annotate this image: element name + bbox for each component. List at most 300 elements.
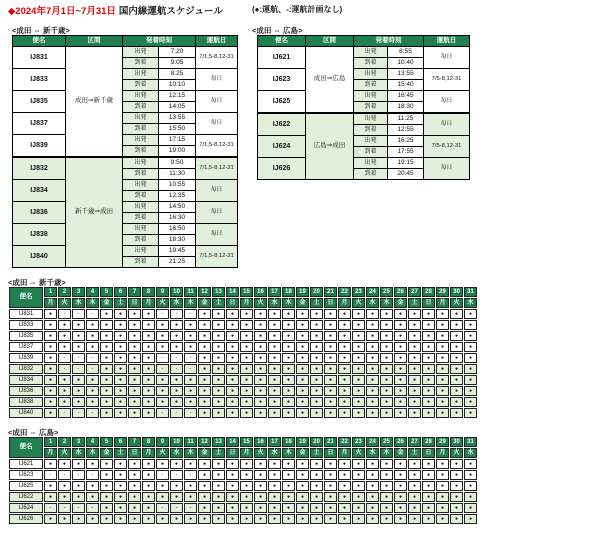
calendar-day-cell: -	[58, 470, 71, 480]
calendar-day-cell: ●	[226, 408, 239, 418]
calendar-day-cell: ●	[240, 408, 253, 418]
day-number-header: 16	[254, 437, 267, 447]
weekday-header: 火	[352, 298, 365, 308]
departure-label-cell: 出発	[354, 47, 388, 58]
calendar-day-cell: ●	[212, 397, 225, 407]
calendar-day-cell: ●	[226, 386, 239, 396]
calendar-day-cell: ●	[100, 331, 113, 341]
departure-time-cell: 13:55	[159, 113, 196, 124]
weekday-header: 日	[226, 298, 239, 308]
day-number-header: 26	[394, 287, 407, 297]
column-header-flight: 便名	[258, 36, 306, 47]
calendar-day-cell: ●	[212, 503, 225, 513]
calendar-day-cell: ●	[338, 408, 351, 418]
calendar-day-cell: ●	[226, 397, 239, 407]
calendar-day-cell: ●	[198, 397, 211, 407]
weekday-header: 木	[380, 298, 393, 308]
calendar-day-cell: ●	[310, 492, 323, 502]
calendar-day-cell: ●	[464, 397, 477, 407]
departure-label-cell: 出発	[123, 135, 159, 146]
departure-time-cell: 7:20	[159, 47, 196, 58]
flight-number-cell: IJ624	[258, 136, 306, 158]
calendar-day-cell: ●	[58, 481, 71, 491]
day-number-header: 3	[72, 437, 85, 447]
flight-number-cell: IJ831	[13, 47, 66, 69]
arrival-label-cell: 到着	[354, 102, 388, 114]
calendar-day-cell: ●	[464, 408, 477, 418]
operation-days-cell: 毎日	[196, 113, 238, 135]
calendar-day-cell: ●	[226, 364, 239, 374]
weekday-header: 土	[310, 298, 323, 308]
calendar-day-cell: ●	[338, 353, 351, 363]
calendar-day-cell: ●	[114, 459, 127, 469]
calendar-day-cell: ●	[408, 408, 421, 418]
calendar-day-cell: ●	[366, 397, 379, 407]
calendar-day-cell: ●	[114, 481, 127, 491]
departure-label-cell: 出発	[354, 158, 388, 169]
operation-days-cell: 毎日	[196, 91, 238, 113]
arrival-label-cell: 到着	[123, 102, 159, 113]
departure-label-cell: 出発	[354, 69, 388, 80]
calendar-day-cell: ●	[436, 320, 449, 330]
calendar-day-cell: ●	[254, 364, 267, 374]
calendar-day-cell: ●	[254, 481, 267, 491]
calendar-day-cell: ●	[86, 320, 99, 330]
departure-time-cell: 10:55	[159, 180, 196, 191]
calendar-day-cell: ●	[268, 397, 281, 407]
arrival-label-cell: 到着	[354, 80, 388, 91]
calendar-day-cell: ●	[464, 481, 477, 491]
weekday-header: 日	[422, 448, 435, 458]
weekday-header: 月	[240, 298, 253, 308]
calendar-day-cell: ●	[408, 320, 421, 330]
calendar-day-cell: ●	[436, 514, 449, 524]
calendar-day-cell: ●	[422, 397, 435, 407]
day-number-header: 23	[352, 437, 365, 447]
calendar-day-cell: ●	[72, 481, 85, 491]
calendar-flight-number-cell: IJ834	[9, 375, 43, 385]
weekday-header: 土	[212, 448, 225, 458]
calendar-day-cell: ●	[44, 481, 57, 491]
calendar-day-cell: ●	[450, 408, 463, 418]
calendar-day-cell: ●	[422, 459, 435, 469]
calendar-day-cell: -	[170, 353, 183, 363]
calendar-day-cell: ●	[352, 481, 365, 491]
calendar-label-narita-chitose: <成田 ⇔ 新千歳>	[8, 278, 66, 287]
day-number-header: 4	[86, 287, 99, 297]
flight-number-cell: IJ840	[13, 246, 66, 268]
calendar-day-cell: ●	[142, 514, 155, 524]
calendar-day-cell: ●	[100, 353, 113, 363]
calendar-day-cell: ●	[296, 309, 309, 319]
calendar-day-cell: ●	[156, 342, 169, 352]
calendar-day-cell: ●	[338, 364, 351, 374]
calendar-day-cell: ●	[464, 386, 477, 396]
calendar-day-cell: -	[156, 364, 169, 374]
calendar-day-cell: ●	[352, 364, 365, 374]
legend-note: (●:運航、-:運航計画なし)	[252, 5, 343, 14]
calendar-day-cell: ●	[422, 375, 435, 385]
arrival-label-cell: 到着	[123, 146, 159, 158]
calendar-day-cell: ●	[408, 470, 421, 480]
calendar-flight-number-cell: IJ836	[9, 386, 43, 396]
flight-number-cell: IJ835	[13, 91, 66, 113]
flight-number-cell: IJ836	[13, 202, 66, 224]
calendar-flight-column-header: 便名	[9, 437, 43, 458]
calendar-day-cell: -	[58, 408, 71, 418]
calendar-day-cell: ●	[170, 492, 183, 502]
operation-days-cell: 7/5-8,12-31	[424, 69, 470, 91]
calendar-day-cell: ●	[380, 375, 393, 385]
weekday-header: 月	[338, 448, 351, 458]
calendar-day-cell: ●	[436, 364, 449, 374]
weekday-header: 月	[44, 448, 57, 458]
calendar-table-narita-chitose	[8, 286, 478, 419]
arrival-time-cell: 12:35	[159, 191, 196, 202]
calendar-day-cell: ●	[310, 386, 323, 396]
calendar-day-cell: ●	[198, 309, 211, 319]
calendar-day-cell: ●	[296, 386, 309, 396]
calendar-day-cell: ●	[408, 514, 421, 524]
weekday-header: 月	[436, 298, 449, 308]
day-number-header: 18	[282, 437, 295, 447]
calendar-day-cell: ●	[184, 386, 197, 396]
weekday-header: 木	[86, 298, 99, 308]
calendar-day-cell: ●	[58, 386, 71, 396]
calendar-day-cell: ●	[436, 353, 449, 363]
calendar-day-cell: ●	[366, 481, 379, 491]
calendar-day-cell: ●	[282, 481, 295, 491]
day-number-header: 22	[338, 287, 351, 297]
weekday-header: 日	[324, 298, 337, 308]
calendar-day-cell: ●	[44, 331, 57, 341]
weekday-header: 水	[72, 448, 85, 458]
operation-days-cell: 毎日	[196, 180, 238, 202]
calendar-day-cell: ●	[310, 408, 323, 418]
calendar-day-cell: ●	[44, 514, 57, 524]
calendar-day-cell: ●	[156, 481, 169, 491]
calendar-day-cell: ●	[254, 342, 267, 352]
column-header-flight: 便名	[13, 36, 66, 47]
calendar-day-cell: ●	[58, 331, 71, 341]
departure-time-cell: 16:50	[159, 224, 196, 235]
calendar-day-cell: ●	[198, 375, 211, 385]
day-number-header: 15	[240, 437, 253, 447]
calendar-day-cell: ●	[394, 492, 407, 502]
calendar-day-cell: ●	[310, 481, 323, 491]
calendar-day-cell: ●	[86, 342, 99, 352]
arrival-label-cell: 到着	[123, 191, 159, 202]
calendar-day-cell: ●	[464, 364, 477, 374]
calendar-day-cell: ●	[240, 342, 253, 352]
calendar-day-cell: ●	[450, 470, 463, 480]
calendar-day-cell: ●	[338, 331, 351, 341]
calendar-day-cell: ●	[240, 309, 253, 319]
calendar-day-cell: -	[86, 309, 99, 319]
calendar-day-cell: ●	[142, 481, 155, 491]
arrival-label-cell: 到着	[123, 213, 159, 224]
calendar-day-cell: ●	[268, 408, 281, 418]
arrival-time-cell: 10:40	[388, 58, 424, 69]
calendar-day-cell: ●	[86, 386, 99, 396]
calendar-day-cell: ●	[156, 459, 169, 469]
column-header-days: 運航日	[424, 36, 470, 47]
calendar-day-cell: ●	[310, 353, 323, 363]
calendar-day-cell: ●	[156, 320, 169, 330]
calendar-flight-number-cell: IJ621	[9, 459, 43, 469]
calendar-day-cell: ●	[338, 375, 351, 385]
departure-label-cell: 出発	[123, 47, 159, 58]
calendar-day-cell: ●	[114, 470, 127, 480]
calendar-day-cell: ●	[254, 470, 267, 480]
calendar-day-cell: ●	[296, 320, 309, 330]
calendar-day-cell: ●	[114, 331, 127, 341]
calendar-flight-number-cell: IJ623	[9, 470, 43, 480]
calendar-day-cell: ●	[296, 470, 309, 480]
arrival-time-cell: 18:30	[159, 235, 196, 246]
calendar-day-cell: ●	[408, 375, 421, 385]
calendar-day-cell: ●	[324, 503, 337, 513]
calendar-day-cell: ●	[142, 459, 155, 469]
calendar-day-cell: ●	[464, 459, 477, 469]
day-number-header: 31	[464, 437, 477, 447]
calendar-day-cell: ●	[338, 320, 351, 330]
calendar-day-cell: ●	[450, 397, 463, 407]
calendar-day-cell: ●	[380, 514, 393, 524]
weekday-header: 土	[114, 448, 127, 458]
weekday-header: 水	[366, 298, 379, 308]
calendar-day-cell: ●	[86, 492, 99, 502]
calendar-day-cell: ●	[324, 481, 337, 491]
departure-label-cell: 出発	[354, 136, 388, 147]
calendar-day-cell: -	[156, 353, 169, 363]
calendar-day-cell: ●	[450, 364, 463, 374]
weekday-header: 月	[44, 298, 57, 308]
calendar-day-cell: ●	[44, 353, 57, 363]
weekday-header: 土	[212, 298, 225, 308]
day-number-header: 17	[268, 437, 281, 447]
calendar-day-cell: ●	[198, 408, 211, 418]
calendar-day-cell: ●	[380, 320, 393, 330]
weekday-header: 金	[100, 298, 113, 308]
calendar-day-cell: ●	[380, 470, 393, 480]
calendar-day-cell: ●	[282, 364, 295, 374]
calendar-flight-number-cell: IJ626	[9, 514, 43, 524]
weekday-header: 火	[352, 448, 365, 458]
day-number-header: 27	[408, 437, 421, 447]
weekday-header: 水	[366, 448, 379, 458]
departure-label-cell: 出発	[123, 113, 159, 124]
calendar-day-cell: ●	[240, 375, 253, 385]
departure-time-cell: 12:15	[159, 91, 196, 102]
calendar-day-cell: ●	[366, 342, 379, 352]
departure-time-cell: 17:15	[159, 135, 196, 146]
calendar-day-cell: ●	[436, 331, 449, 341]
calendar-day-cell: ●	[380, 309, 393, 319]
calendar-day-cell: ●	[100, 514, 113, 524]
calendar-day-cell: ●	[436, 309, 449, 319]
calendar-day-cell: ●	[44, 342, 57, 352]
calendar-day-cell: ●	[464, 470, 477, 480]
day-number-header: 27	[408, 287, 421, 297]
calendar-day-cell: ●	[464, 503, 477, 513]
calendar-day-cell: ●	[408, 459, 421, 469]
calendar-day-cell: ●	[100, 342, 113, 352]
calendar-day-cell: ●	[100, 386, 113, 396]
calendar-day-cell: ●	[394, 309, 407, 319]
flight-number-cell: IJ625	[258, 91, 306, 114]
calendar-day-cell: ●	[352, 320, 365, 330]
calendar-day-cell: ●	[352, 331, 365, 341]
calendar-day-cell: ●	[422, 470, 435, 480]
calendar-day-cell: ●	[408, 397, 421, 407]
calendar-day-cell: ●	[226, 459, 239, 469]
calendar-day-cell: ●	[352, 342, 365, 352]
calendar-day-cell: ●	[324, 459, 337, 469]
calendar-day-cell: ●	[240, 331, 253, 341]
calendar-day-cell: ●	[86, 481, 99, 491]
column-header-section: 区間	[66, 36, 123, 47]
arrival-label-cell: 到着	[123, 80, 159, 91]
departure-label-cell: 出発	[123, 246, 159, 257]
calendar-day-cell: ●	[198, 331, 211, 341]
schedule-label-narita-chitose: <成田 ⇔ 新千歳>	[12, 26, 70, 35]
calendar-day-cell: ●	[408, 342, 421, 352]
calendar-day-cell: ●	[72, 397, 85, 407]
calendar-day-cell: ●	[142, 342, 155, 352]
calendar-day-cell: ●	[44, 309, 57, 319]
day-number-header: 6	[114, 287, 127, 297]
flight-number-cell: IJ838	[13, 224, 66, 246]
arrival-time-cell: 9:05	[159, 58, 196, 69]
flight-number-cell: IJ626	[258, 158, 306, 180]
calendar-day-cell: ●	[338, 342, 351, 352]
arrival-time-cell: 15:50	[159, 124, 196, 135]
day-number-header: 25	[380, 287, 393, 297]
day-number-header: 13	[212, 437, 225, 447]
calendar-day-cell: ●	[408, 309, 421, 319]
calendar-day-cell: ●	[394, 320, 407, 330]
calendar-day-cell: -	[170, 364, 183, 374]
calendar-day-cell: ●	[156, 397, 169, 407]
page-title-text: 国内線運航スケジュール	[118, 6, 223, 17]
calendar-day-cell: ●	[436, 375, 449, 385]
calendar-flight-number-cell: IJ835	[9, 331, 43, 341]
day-number-header: 22	[338, 437, 351, 447]
calendar-day-cell: ●	[436, 470, 449, 480]
calendar-day-cell: ●	[436, 397, 449, 407]
weekday-header: 土	[408, 448, 421, 458]
calendar-day-cell: ●	[282, 320, 295, 330]
calendar-day-cell: ●	[282, 470, 295, 480]
calendar-day-cell: ●	[394, 397, 407, 407]
departure-label-cell: 出発	[123, 69, 159, 80]
calendar-day-cell: ●	[422, 342, 435, 352]
calendar-day-cell: -	[170, 470, 183, 480]
calendar-day-cell: ●	[408, 331, 421, 341]
calendar-day-cell: ●	[170, 514, 183, 524]
weekday-header: 水	[170, 298, 183, 308]
calendar-day-cell: ●	[156, 514, 169, 524]
calendar-day-cell: ●	[170, 481, 183, 491]
calendar-day-cell: ●	[422, 386, 435, 396]
calendar-day-cell: ●	[254, 503, 267, 513]
calendar-day-cell: ●	[324, 353, 337, 363]
operation-days-cell: 7/1,5-8,12-31	[196, 157, 238, 180]
column-header-times: 発着時刻	[123, 36, 196, 47]
calendar-day-cell: -	[170, 309, 183, 319]
day-number-header: 18	[282, 287, 295, 297]
calendar-day-cell: ●	[268, 353, 281, 363]
arrival-label-cell: 到着	[354, 58, 388, 69]
operation-days-cell: 7/1,5-8,12-31	[196, 246, 238, 268]
departure-time-cell: 8:55	[388, 47, 424, 58]
arrival-label-cell: 到着	[354, 125, 388, 136]
calendar-day-cell: ●	[450, 459, 463, 469]
calendar-flight-number-cell: IJ837	[9, 342, 43, 352]
calendar-day-cell: -	[58, 364, 71, 374]
calendar-day-cell: ●	[114, 342, 127, 352]
calendar-day-cell: ●	[324, 375, 337, 385]
calendar-day-cell: ●	[212, 309, 225, 319]
calendar-table	[8, 286, 478, 419]
calendar-day-cell: ●	[226, 481, 239, 491]
calendar-day-cell: ●	[44, 492, 57, 502]
day-number-header: 1	[44, 437, 57, 447]
calendar-day-cell: ●	[282, 514, 295, 524]
calendar-day-cell: ●	[352, 503, 365, 513]
calendar-day-cell: ●	[100, 320, 113, 330]
page-title	[8, 3, 223, 17]
calendar-day-cell: ●	[142, 470, 155, 480]
calendar-day-cell: ●	[100, 364, 113, 374]
calendar-day-cell: ●	[240, 492, 253, 502]
calendar-day-cell: ●	[366, 386, 379, 396]
weekday-header: 月	[142, 448, 155, 458]
calendar-day-cell: -	[72, 503, 85, 513]
calendar-day-cell: ●	[72, 342, 85, 352]
calendar-day-cell: ●	[198, 470, 211, 480]
calendar-day-cell: -	[184, 364, 197, 374]
calendar-day-cell: ●	[268, 331, 281, 341]
calendar-day-cell: ●	[212, 408, 225, 418]
calendar-day-cell: ●	[380, 353, 393, 363]
calendar-day-cell: ●	[212, 386, 225, 396]
calendar-day-cell: ●	[142, 397, 155, 407]
calendar-day-cell: ●	[324, 331, 337, 341]
calendar-day-cell: ●	[184, 397, 197, 407]
calendar-day-cell: ●	[226, 470, 239, 480]
calendar-day-cell: ●	[212, 364, 225, 374]
calendar-day-cell: -	[184, 309, 197, 319]
calendar-day-cell: ●	[184, 514, 197, 524]
calendar-day-cell: ●	[44, 364, 57, 374]
calendar-day-cell: ●	[114, 514, 127, 524]
calendar-day-cell: ●	[100, 459, 113, 469]
calendar-day-cell: ●	[114, 408, 127, 418]
calendar-day-cell: ●	[100, 492, 113, 502]
calendar-day-cell: ●	[226, 375, 239, 385]
calendar-day-cell: ●	[198, 353, 211, 363]
weekday-header: 金	[394, 298, 407, 308]
calendar-day-cell: ●	[114, 353, 127, 363]
calendar-day-cell: ●	[366, 503, 379, 513]
calendar-flight-number-cell: IJ622	[9, 492, 43, 502]
calendar-day-cell: ●	[254, 386, 267, 396]
calendar-day-cell: ●	[310, 397, 323, 407]
calendar-day-cell: ●	[212, 353, 225, 363]
calendar-day-cell: ●	[268, 375, 281, 385]
